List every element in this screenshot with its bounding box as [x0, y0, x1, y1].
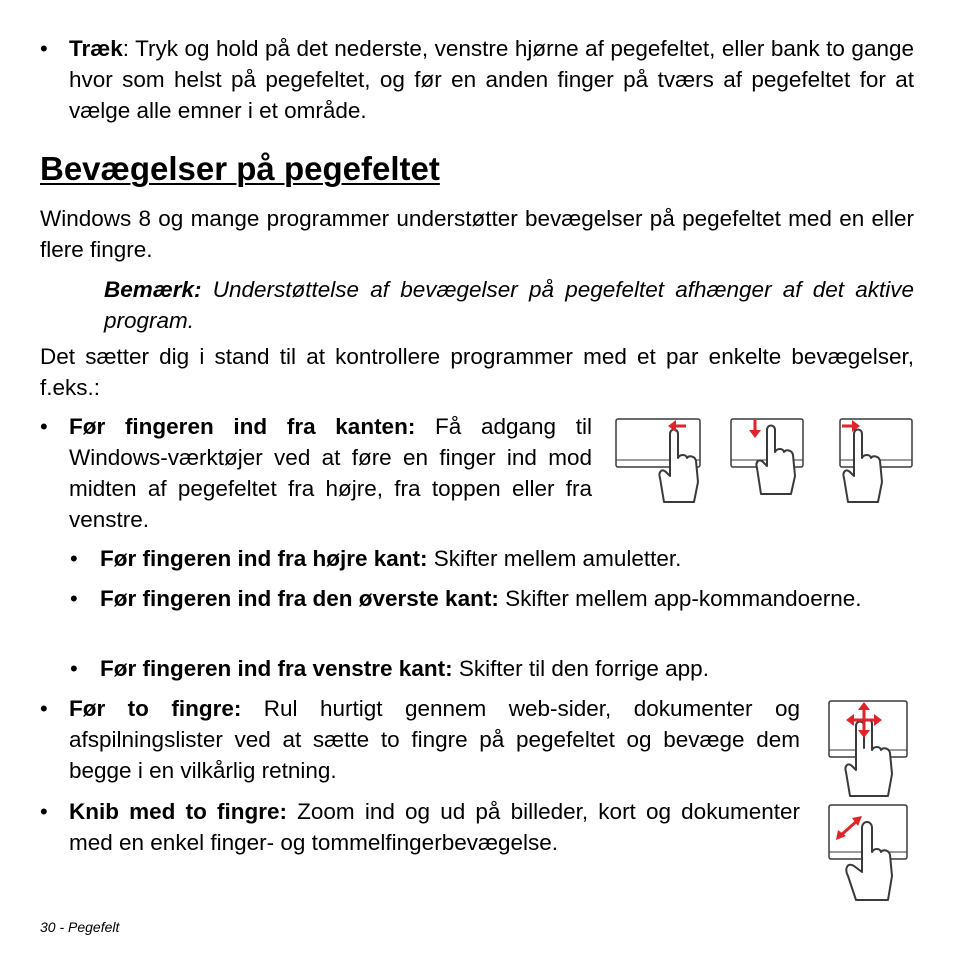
swipe-from-top-icon	[727, 416, 807, 496]
bullet-text: Få adgang til Windows-værktøjer ved at føre en finger ind mod midten af pegefeltet fra højre, fra toppen eller fra venstre.	[69, 414, 592, 532]
swipe-from-right-icon	[612, 416, 704, 508]
bullet-symbol: •	[40, 799, 48, 824]
pinch-zoom-icon	[826, 802, 910, 904]
sub-bullet-right-edge	[100, 543, 914, 574]
sub-bullet-symbol: •	[70, 586, 78, 611]
two-finger-scroll-icon	[826, 698, 910, 800]
sub-bullet-top-edge	[100, 583, 914, 614]
section-heading: Bevægelser på pegefeltet	[40, 150, 440, 187]
intro-paragraph: Windows 8 og mange programmer understøtter bevægelser på pegefeltet med en eller flere fingre.	[40, 206, 914, 262]
sub-bullet-left-edge	[100, 653, 914, 684]
bullet-term: Før fingeren ind fra kanten:	[69, 414, 416, 439]
sub-bullet-symbol: •	[70, 546, 78, 571]
bullet-symbol: •	[40, 696, 48, 721]
bullet-pinch	[69, 796, 800, 858]
bullet-text: Rul hurtigt gennem web-sider, dokumenter og afspilningslister ved at sætte to fingre på pegefeltet og bevæge dem begge i en vilkårlig retning.	[69, 696, 800, 783]
intro-bullet-term: Træk	[69, 36, 123, 61]
sub-bullet-symbol: •	[70, 656, 78, 681]
bullet-symbol: •	[40, 36, 48, 61]
page-footer: 30 - Pegefelt	[40, 919, 120, 935]
bullet-edge-swipe	[69, 411, 592, 535]
sub-bullet-text: Skifter mellem amuletter.	[427, 546, 682, 571]
bullet-symbol: •	[40, 414, 48, 439]
bullet-term: Knib med to fingre:	[69, 799, 287, 824]
bullet-term: Før to fingre:	[69, 696, 242, 721]
note-text: Understøttelse af bevægelser på pegefeltet afhænger af det aktive program.	[104, 277, 914, 333]
sub-bullet-text: Skifter til den forrige app.	[452, 656, 709, 681]
note-paragraph	[104, 274, 914, 336]
sub-bullet-term: Før fingeren ind fra højre kant:	[100, 546, 428, 571]
sub-bullet-text: Skifter mellem app-kommandoerne.	[498, 586, 862, 611]
bullet-two-finger-scroll	[69, 693, 800, 786]
intro-bullet-text: : Tryk og hold på det nederste, venstre hjørne af pegefeltet, eller bank to gange hvor som helst på pegefeltet, og før en anden finger på tværs af pegefeltet for at vælge alle emner i et område.	[69, 36, 914, 123]
swipe-from-left-icon	[836, 416, 916, 508]
sub-bullet-term: Før fingeren ind fra venstre kant:	[100, 656, 453, 681]
bullet-text: Zoom ind og ud på billeder, kort og dokumenter med en enkel finger- og tommelfingerbevægelse.	[69, 799, 800, 855]
description-paragraph: Det sætter dig i stand til at kontrollere programmer med et par enkelte bevægelser, f.eks.:	[40, 344, 914, 400]
note-label: Bemærk:	[104, 277, 202, 302]
intro-bullet	[69, 33, 914, 126]
sub-bullet-term: Før fingeren ind fra den øverste kant:	[100, 586, 499, 611]
